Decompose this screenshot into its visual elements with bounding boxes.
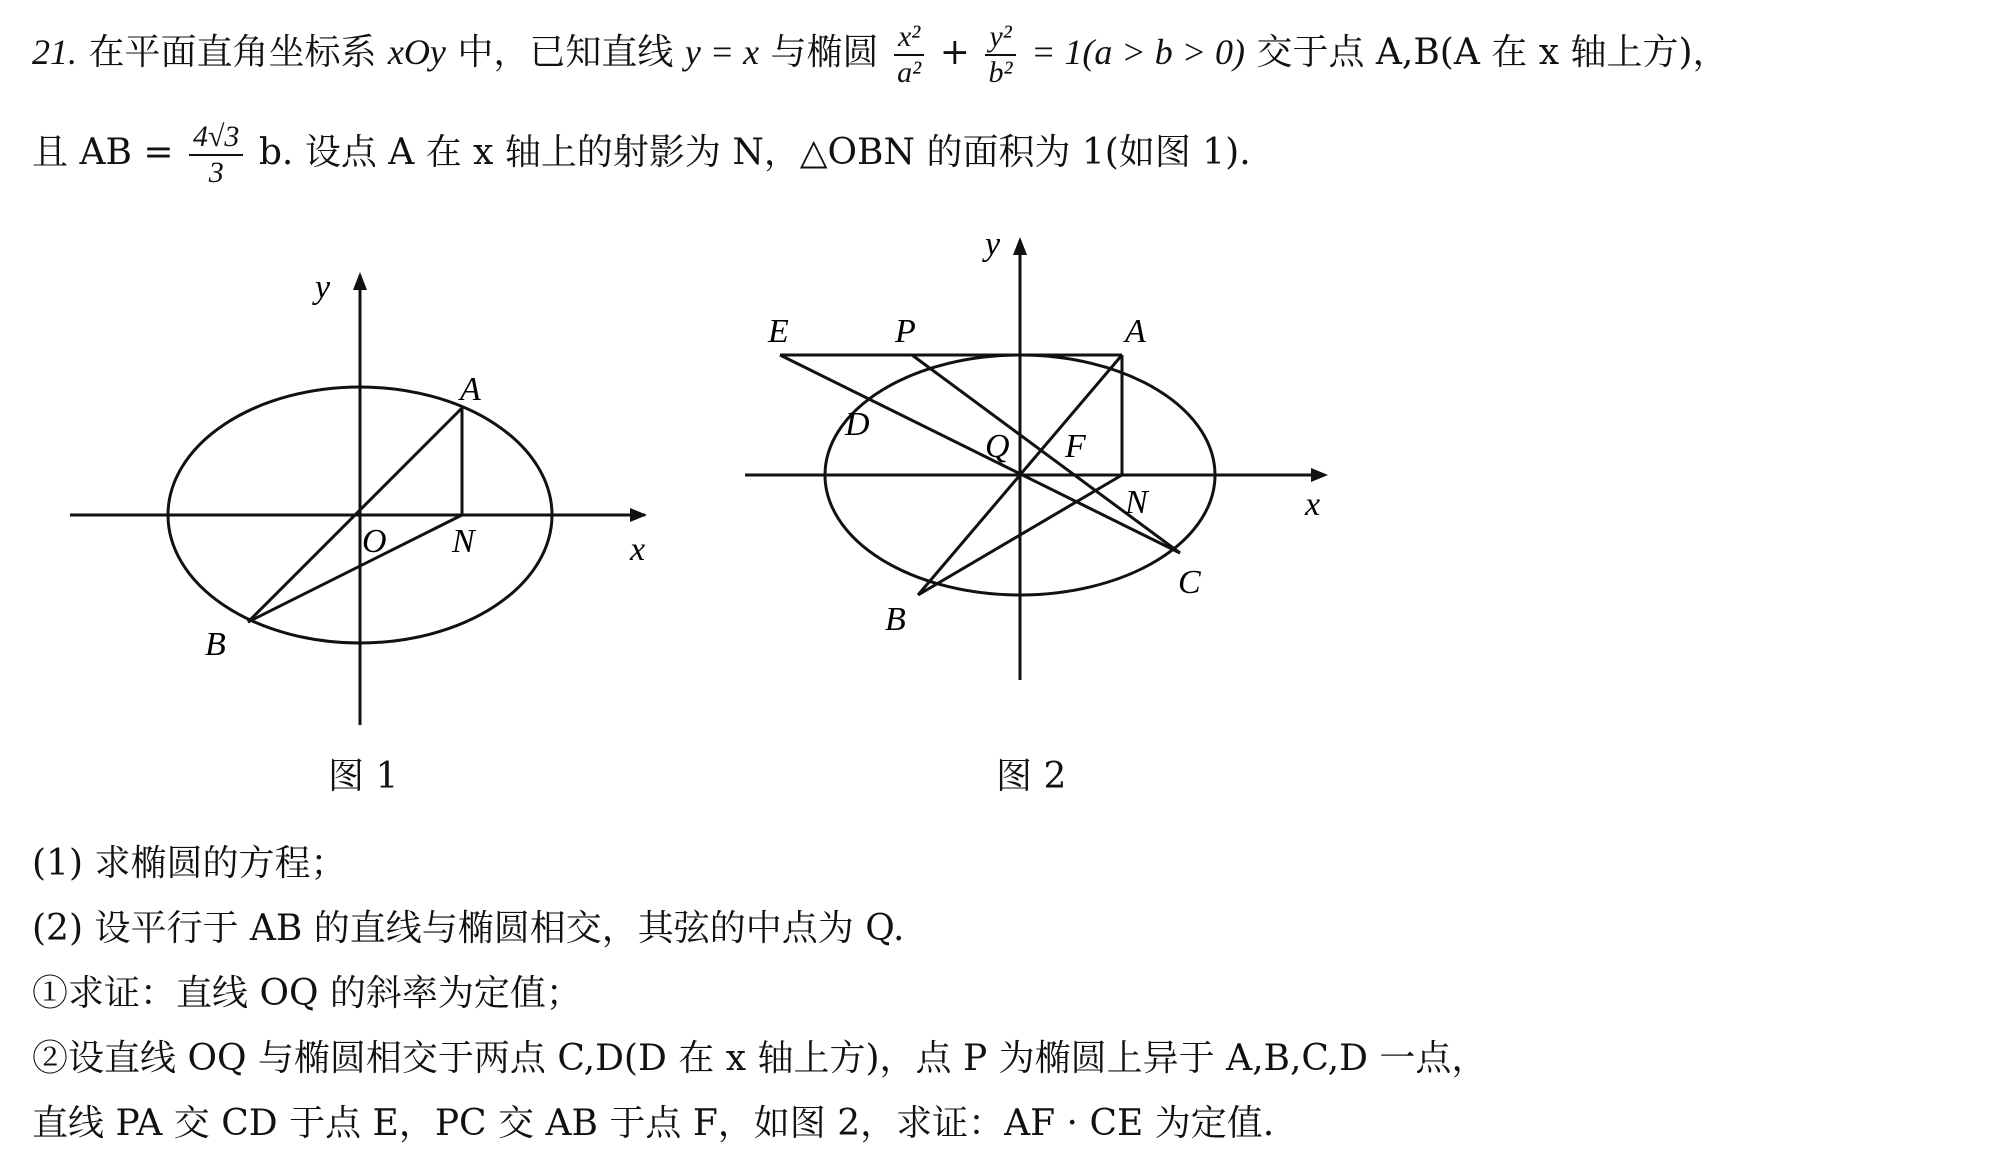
y-axis-arrow — [1013, 237, 1027, 255]
label-x: x — [630, 531, 646, 568]
fraction-denominator: b² — [988, 56, 1013, 89]
fraction-numerator: y² — [985, 22, 1015, 56]
figure-2 — [740, 225, 1340, 705]
fraction-x2-a2 — [894, 22, 924, 88]
label-e: E — [768, 313, 789, 350]
label-x: x — [1305, 486, 1321, 523]
question-2: (2) 设平行于 AB 的直线与椭圆相交，其弦的中点为 Q. — [32, 908, 905, 949]
problem-text-1b: 中，已知直线 — [457, 32, 674, 73]
fraction-denominator: 3 — [208, 156, 224, 189]
segment-pc — [912, 355, 1180, 553]
label-a: A — [1125, 313, 1146, 350]
label-y: y — [315, 269, 331, 306]
fraction-denominator: a² — [897, 56, 922, 89]
problem-number: 21. — [32, 32, 77, 72]
segment-bn — [248, 515, 462, 622]
x-axis-arrow — [630, 508, 647, 522]
line-equation: y = x — [684, 32, 760, 72]
problem-line-1 — [32, 22, 1729, 88]
coord-system: xOy — [387, 32, 446, 72]
problem-text-2a: 且 AB = — [32, 132, 174, 173]
label-n: N — [452, 523, 475, 560]
question-1: (1) 求椭圆的方程； — [32, 843, 347, 884]
problem-text-1d: 交于点 A,B(A 在 x 轴上方)， — [1256, 32, 1729, 73]
fraction-numerator: 4√3 — [189, 122, 243, 156]
problem-text-2b: b. 设点 A 在 x 轴上的射影为 N，△OBN 的面积为 1(如图 1). — [258, 132, 1251, 173]
label-n: N — [1125, 484, 1148, 521]
y-axis-arrow — [353, 272, 367, 290]
question-2-part-2: ②设直线 OQ 与椭圆相交于两点 C,D(D 在 x 轴上方)，点 P 为椭圆上异于 A,B,C,D 一点， — [32, 1038, 1488, 1079]
figure-1-svg — [60, 260, 660, 730]
fraction-numerator: x² — [894, 22, 924, 56]
figure-2-caption: 图 2 — [996, 756, 1067, 797]
fraction-4root3-3 — [189, 122, 243, 188]
fraction-y2-b2 — [985, 22, 1015, 88]
label-q: Q — [985, 428, 1010, 465]
label-d: D — [845, 406, 870, 443]
figure-1 — [60, 260, 660, 730]
label-b: B — [205, 626, 226, 663]
ellipse-equation-tail: = 1(a > b > 0) — [1031, 32, 1245, 72]
label-b: B — [885, 601, 906, 638]
question-2-part-2-cont: 直线 PA 交 CD 于点 E，PC 交 AB 于点 F，如图 2，求证：AF · CE 为定值. — [32, 1103, 1275, 1144]
question-2-part-1: ①求证：直线 OQ 的斜率为定值； — [32, 973, 582, 1014]
label-p: P — [895, 313, 916, 350]
label-c: C — [1178, 564, 1201, 601]
label-a: A — [460, 371, 481, 408]
label-f: F — [1065, 428, 1086, 465]
figure-2-svg — [740, 225, 1340, 705]
plus-sign: + — [939, 32, 970, 73]
problem-text-1c: 与椭圆 — [770, 32, 879, 73]
figure-1-caption: 图 1 — [328, 756, 399, 797]
label-o: O — [362, 523, 387, 560]
x-axis-arrow — [1311, 468, 1328, 482]
label-y: y — [985, 226, 1001, 263]
problem-line-2 — [32, 122, 1251, 188]
problem-text-1a: 在平面直角坐标系 — [88, 32, 377, 73]
